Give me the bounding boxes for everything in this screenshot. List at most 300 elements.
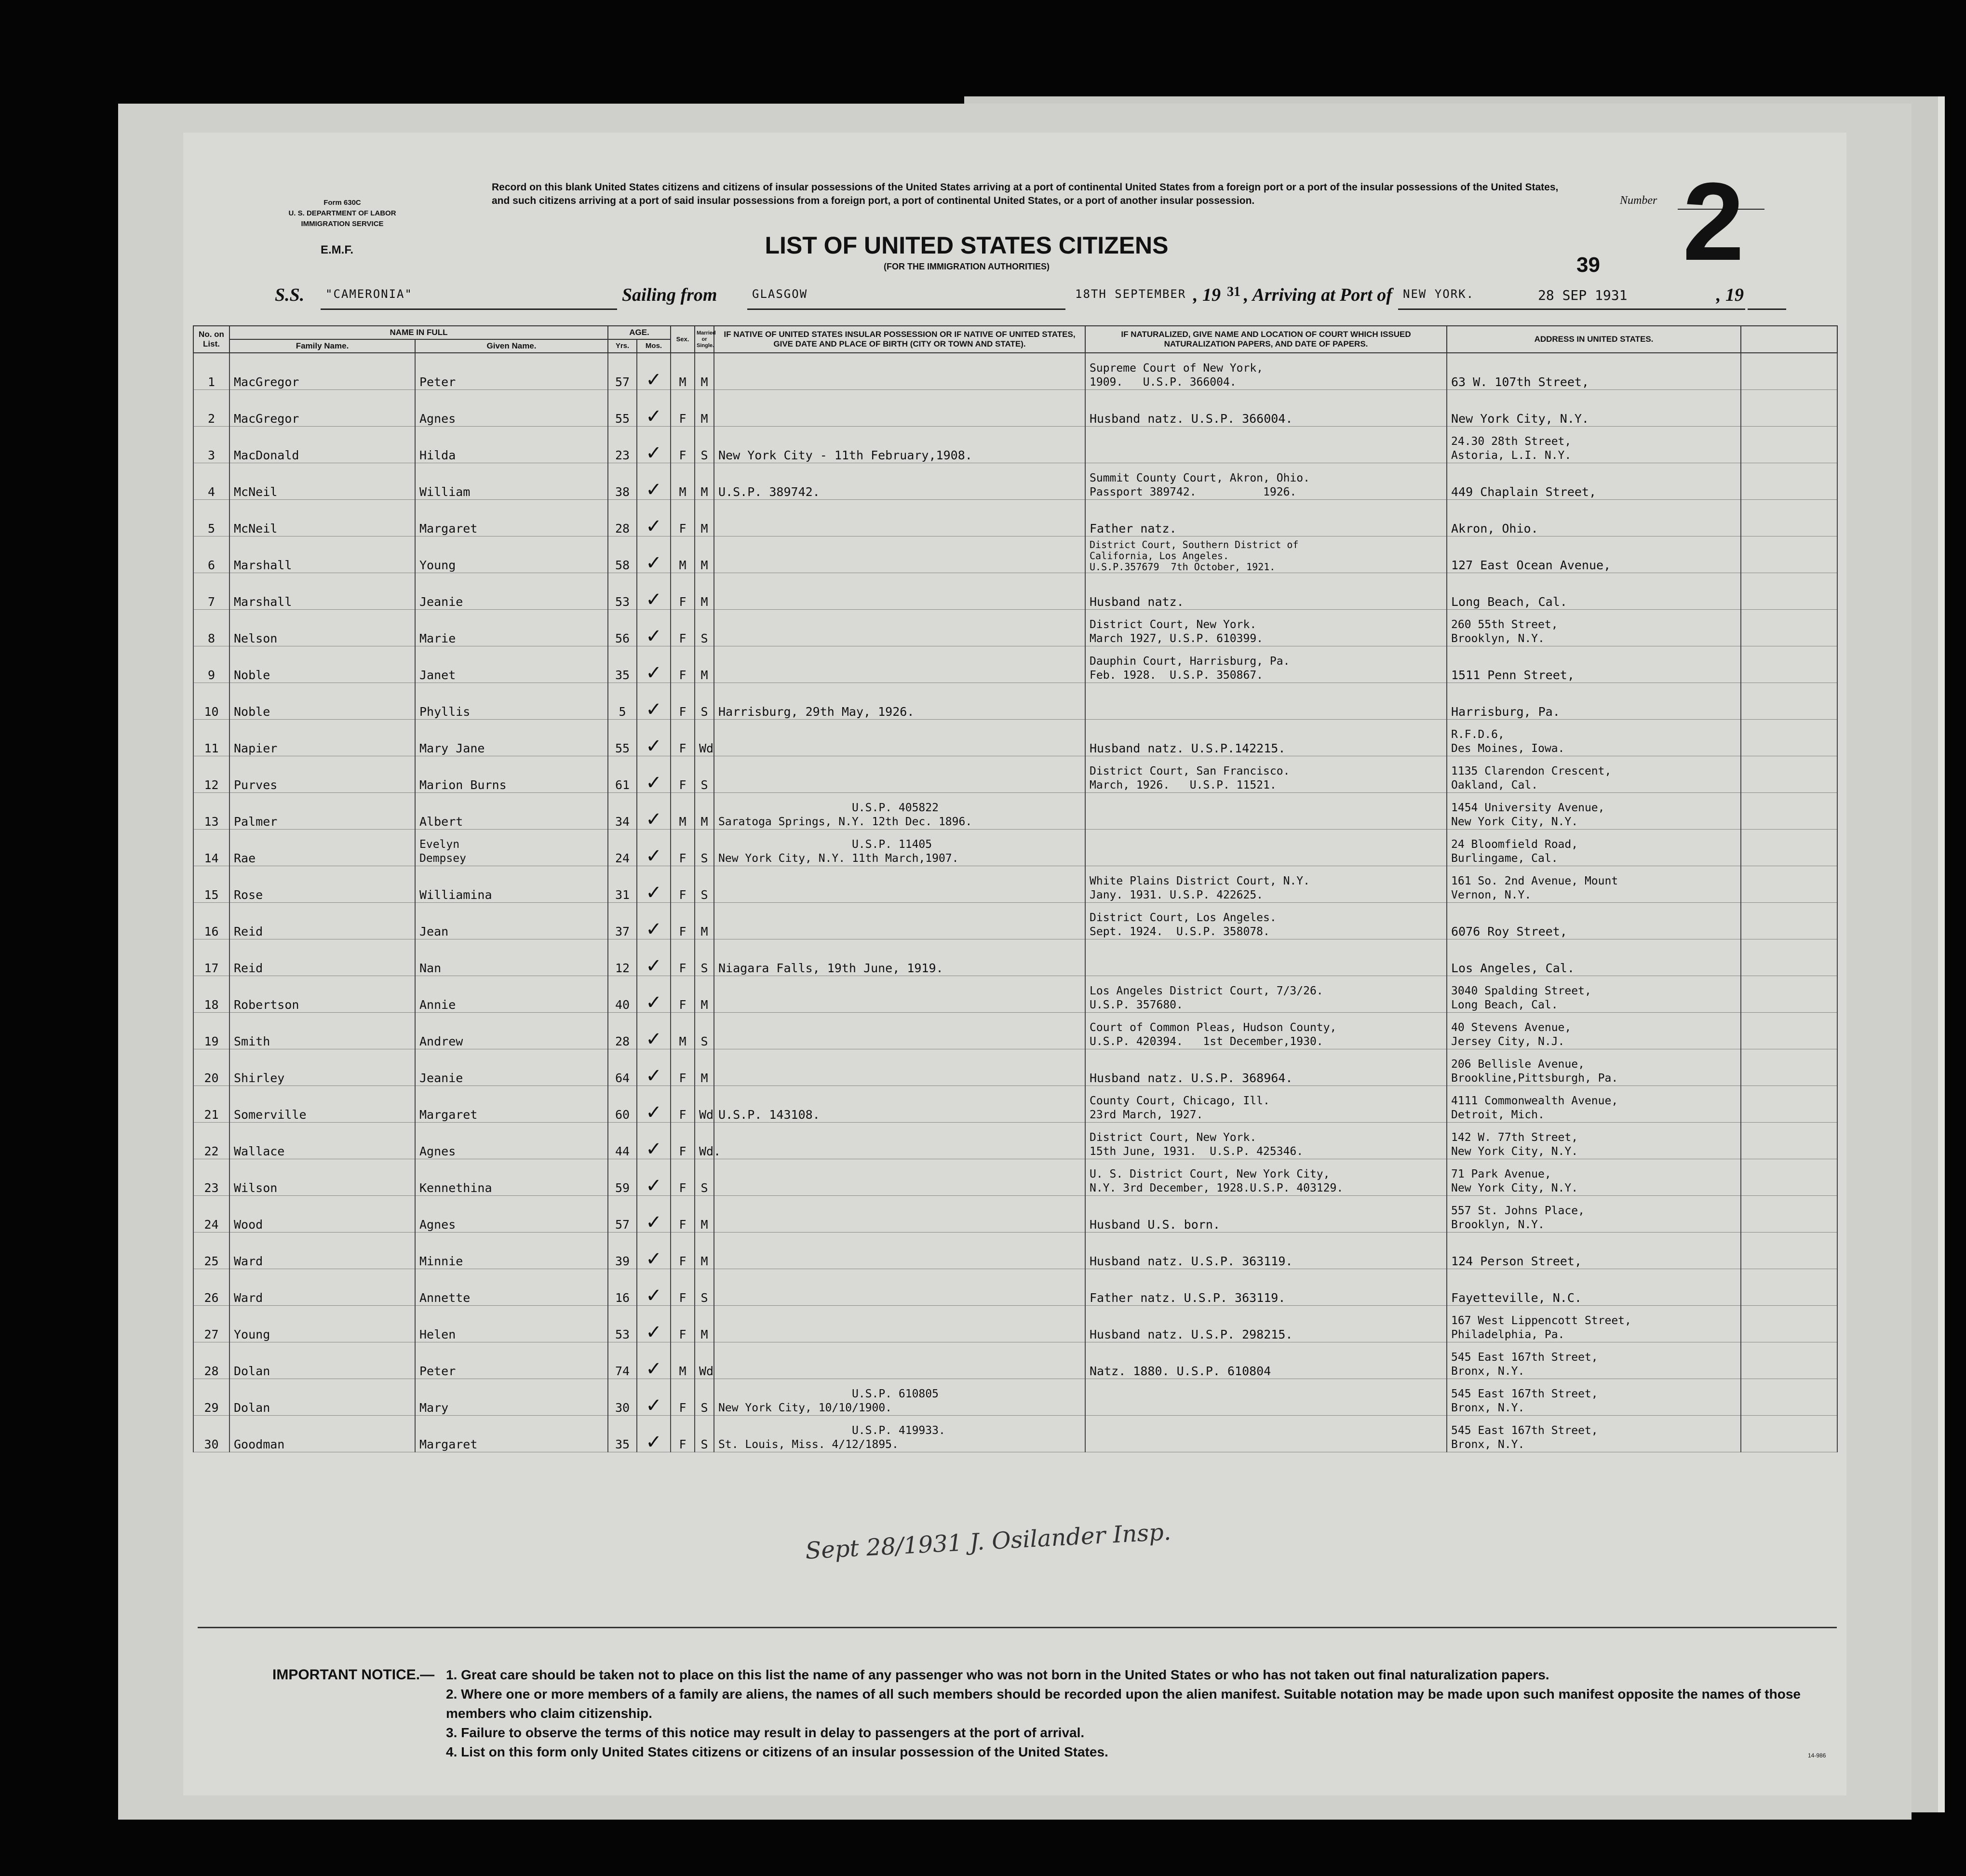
age-months-check — [637, 866, 671, 903]
age-months-check — [637, 610, 671, 646]
check-mark-icon: ✓ — [646, 698, 662, 721]
naturalization-details: Husband natz. U.S.P. 366004. — [1085, 390, 1447, 427]
naturalization-details: U. S. District Court, New York City, N.Y. 3rd December, 1928.U.S.P. 403129. — [1085, 1159, 1447, 1196]
row-number: 17 — [193, 939, 229, 976]
col-given-name: Given Name. — [415, 339, 608, 353]
us-address: 127 East Ocean Avenue, — [1447, 536, 1741, 573]
row-number: 20 — [193, 1049, 229, 1086]
birth-details — [714, 1196, 1085, 1233]
sex: F — [671, 1306, 695, 1342]
check-mark-icon: ✓ — [646, 1394, 662, 1417]
blank-cell — [1741, 903, 1837, 939]
passenger-rows — [193, 353, 1837, 1452]
us-address: 167 West Lippencott Street, Philadelphia, Pa. — [1447, 1306, 1741, 1342]
birth-details — [714, 1049, 1085, 1086]
marital-status: M — [695, 903, 714, 939]
col-birth: IF NATIVE OF UNITED STATES INSULAR POSSESSION OR IF NATIVE OF UNITED STATES, GIVE DATE AND PLACE OF BIRTH (CITY OR TOWN AND STATE). — [714, 326, 1085, 353]
check-mark-icon: ✓ — [646, 1321, 662, 1343]
given-name: Evelyn Dempsey — [415, 830, 608, 866]
table-row — [193, 610, 1837, 646]
table-row — [193, 1086, 1837, 1123]
given-name: Agnes — [415, 1123, 608, 1159]
table-row — [193, 646, 1837, 683]
given-name: Mary — [415, 1379, 608, 1416]
col-name-in-full: NAME IN FULL — [229, 326, 608, 339]
age-months-check — [637, 683, 671, 720]
col-married: Married or Single. — [695, 326, 714, 353]
age-months-check — [637, 1416, 671, 1452]
naturalization-details — [1085, 427, 1447, 463]
us-address: 1511 Penn Street, — [1447, 646, 1741, 683]
blank-cell — [1741, 1013, 1837, 1049]
age-years: 56 — [608, 610, 637, 646]
birth-details — [714, 353, 1085, 390]
age-years: 31 — [608, 866, 637, 903]
col-naturalized: IF NATURALIZED, GIVE NAME AND LOCATION OF COURT WHICH ISSUED NATURALIZATION PAPERS, AND DATE OF PAPERS. — [1085, 326, 1447, 353]
age-years: 53 — [608, 1306, 637, 1342]
given-name: Agnes — [415, 1196, 608, 1233]
list-number: 2 — [1683, 160, 1744, 283]
marital-status: M — [695, 353, 714, 390]
family-name: Wallace — [229, 1123, 415, 1159]
row-number: 23 — [193, 1159, 229, 1196]
form-number: Form 630C — [323, 199, 361, 207]
sex: F — [671, 1123, 695, 1159]
age-years: 28 — [608, 500, 637, 536]
family-name: Young — [229, 1306, 415, 1342]
age-months-check — [637, 1233, 671, 1269]
row-number: 12 — [193, 756, 229, 793]
birth-details: U.S.P. 11405 New York City, N.Y. 11th March,1907. — [714, 830, 1085, 866]
naturalization-details: Husband U.S. born. — [1085, 1196, 1447, 1233]
naturalization-details: Father natz. — [1085, 500, 1447, 536]
table-row — [193, 1049, 1837, 1086]
us-address: 24 Bloomfield Road, Burlingame, Cal. — [1447, 830, 1741, 866]
col-no: No. on List. — [193, 326, 229, 353]
birth-details — [714, 976, 1085, 1013]
age-months-check — [637, 573, 671, 610]
check-mark-icon: ✓ — [646, 369, 662, 391]
family-name: Dolan — [229, 1379, 415, 1416]
bottom-rule — [198, 1627, 1837, 1628]
age-months-check — [637, 353, 671, 390]
year-suffix: 31 — [1227, 284, 1240, 299]
form-subtitle: (FOR THE IMMIGRATION AUTHORITIES) — [884, 262, 1050, 271]
age-years: 57 — [608, 353, 637, 390]
check-mark-icon: ✓ — [646, 1028, 662, 1050]
blank-cell — [1741, 536, 1837, 573]
age-months-check — [637, 976, 671, 1013]
sex: F — [671, 1233, 695, 1269]
marital-status: M — [695, 1049, 714, 1086]
blank-cell — [1741, 1342, 1837, 1379]
check-mark-icon: ✓ — [646, 1138, 662, 1160]
row-number: 9 — [193, 646, 229, 683]
check-mark-icon: ✓ — [646, 992, 662, 1014]
birth-details — [714, 1159, 1085, 1196]
given-name: Williamina — [415, 866, 608, 903]
sex: F — [671, 1416, 695, 1452]
table-row — [193, 720, 1837, 756]
marital-status: M — [695, 793, 714, 830]
given-name: Young — [415, 536, 608, 573]
age-years: 59 — [608, 1159, 637, 1196]
sex: M — [671, 1013, 695, 1049]
given-name: Marion Burns — [415, 756, 608, 793]
marital-status: M — [695, 1306, 714, 1342]
given-name: Phyllis — [415, 683, 608, 720]
sailing-port-line — [747, 308, 1065, 310]
table-row — [193, 1013, 1837, 1049]
table-row — [193, 353, 1837, 390]
table-row — [193, 793, 1837, 830]
family-name: Shirley — [229, 1049, 415, 1086]
table-row — [193, 756, 1837, 793]
given-name: Mary Jane — [415, 720, 608, 756]
us-address: 4111 Commonwealth Avenue, Detroit, Mich. — [1447, 1086, 1741, 1123]
blank-cell — [1741, 1306, 1837, 1342]
age-years: 64 — [608, 1049, 637, 1086]
us-address: 40 Stevens Avenue, Jersey City, N.J. — [1447, 1013, 1741, 1049]
age-years: 30 — [608, 1379, 637, 1416]
check-mark-icon: ✓ — [646, 552, 662, 574]
age-months-check — [637, 1379, 671, 1416]
given-name: Helen — [415, 1306, 608, 1342]
family-name: Napier — [229, 720, 415, 756]
col-age: AGE. — [608, 326, 671, 339]
age-months-check — [637, 1049, 671, 1086]
col-months: Mos. — [637, 339, 671, 353]
us-address: Long Beach, Cal. — [1447, 573, 1741, 610]
age-years: 34 — [608, 793, 637, 830]
naturalization-details — [1085, 1379, 1447, 1416]
age-months-check — [637, 1269, 671, 1306]
sailing-date: 18TH SEPTEMBER — [1075, 287, 1186, 301]
row-number: 10 — [193, 683, 229, 720]
ship-name: "CAMERONIA" — [325, 287, 413, 301]
blank-cell — [1741, 1416, 1837, 1452]
family-name: Rose — [229, 866, 415, 903]
given-name: Hilda — [415, 427, 608, 463]
marital-status: S — [695, 1416, 714, 1452]
row-number: 14 — [193, 830, 229, 866]
table-row — [193, 390, 1837, 427]
marital-status: S — [695, 939, 714, 976]
birth-details: New York City - 11th February,1908. — [714, 427, 1085, 463]
blank-cell — [1741, 1159, 1837, 1196]
family-name: Noble — [229, 646, 415, 683]
age-years: 16 — [608, 1269, 637, 1306]
office-mark: E.M.F. — [321, 243, 354, 256]
age-years: 58 — [608, 536, 637, 573]
sex: F — [671, 1086, 695, 1123]
birth-details: U.S.P. 143108. — [714, 1086, 1085, 1123]
header-row — [193, 326, 1837, 339]
age-months-check — [637, 500, 671, 536]
given-name: Andrew — [415, 1013, 608, 1049]
age-months-check — [637, 903, 671, 939]
marital-status: S — [695, 427, 714, 463]
birth-details — [714, 1269, 1085, 1306]
marital-status: Wd — [695, 1086, 714, 1123]
given-name: Margaret — [415, 500, 608, 536]
birth-details — [714, 500, 1085, 536]
marital-status: M — [695, 463, 714, 500]
notice-label: IMPORTANT NOTICE.— — [272, 1667, 435, 1683]
birth-details — [714, 756, 1085, 793]
check-mark-icon: ✓ — [646, 1285, 662, 1307]
family-name: Noble — [229, 683, 415, 720]
age-years: 23 — [608, 427, 637, 463]
naturalization-details: Husband natz. U.S.P. 363119. — [1085, 1233, 1447, 1269]
naturalization-details: Husband natz. U.S.P. 368964. — [1085, 1049, 1447, 1086]
age-years: 24 — [608, 830, 637, 866]
birth-details — [714, 573, 1085, 610]
birth-details: U.S.P. 419933. St. Louis, Miss. 4/12/1895. — [714, 1416, 1085, 1452]
form-identifier — [260, 198, 424, 229]
table-row — [193, 536, 1837, 573]
check-mark-icon: ✓ — [646, 1101, 662, 1124]
check-mark-icon: ✓ — [646, 772, 662, 794]
sex: F — [671, 390, 695, 427]
family-name: Smith — [229, 1013, 415, 1049]
sex: F — [671, 646, 695, 683]
blank-cell — [1741, 720, 1837, 756]
naturalization-details: White Plains District Court, N.Y. Jany. 1931. U.S.P. 422625. — [1085, 866, 1447, 903]
birth-details: U.S.P. 610805 New York City, 10/10/1900. — [714, 1379, 1085, 1416]
family-name: Wilson — [229, 1159, 415, 1196]
trailing-year: , 19 — [1716, 285, 1744, 305]
age-years: 44 — [608, 1123, 637, 1159]
marital-status: S — [695, 1379, 714, 1416]
us-address: 161 So. 2nd Avenue, Mount Vernon, N.Y. — [1447, 866, 1741, 903]
age-years: 74 — [608, 1342, 637, 1379]
check-mark-icon: ✓ — [646, 1211, 662, 1233]
sex: F — [671, 1269, 695, 1306]
us-address: 1454 University Avenue, New York City, N.Y. — [1447, 793, 1741, 830]
marital-status: M — [695, 536, 714, 573]
naturalization-details — [1085, 830, 1447, 866]
age-years: 35 — [608, 1416, 637, 1452]
age-months-check — [637, 1013, 671, 1049]
arrival-port: NEW YORK. — [1403, 287, 1475, 301]
sex: M — [671, 353, 695, 390]
naturalization-details: Natz. 1880. U.S.P. 610804 — [1085, 1342, 1447, 1379]
given-name: Agnes — [415, 390, 608, 427]
naturalization-details: Dauphin Court, Harrisburg, Pa. Feb. 1928. U.S.P. 350867. — [1085, 646, 1447, 683]
blank-cell — [1741, 500, 1837, 536]
check-mark-icon: ✓ — [646, 918, 662, 940]
age-years: 5 — [608, 683, 637, 720]
us-address: R.F.D.6, Des Moines, Iowa. — [1447, 720, 1741, 756]
sex: M — [671, 1342, 695, 1379]
row-number: 5 — [193, 500, 229, 536]
age-years: 35 — [608, 646, 637, 683]
age-months-check — [637, 939, 671, 976]
family-name: Reid — [229, 903, 415, 939]
blank-cell — [1741, 1123, 1837, 1159]
birth-details — [714, 1013, 1085, 1049]
col-blank — [1741, 326, 1837, 353]
family-name: Wood — [229, 1196, 415, 1233]
year-prefix: , 19 — [1193, 285, 1221, 305]
check-mark-icon: ✓ — [646, 735, 662, 757]
marital-status: Wd. — [695, 1123, 714, 1159]
given-name: Margaret — [415, 1416, 608, 1452]
row-number: 11 — [193, 720, 229, 756]
given-name: Kennethina — [415, 1159, 608, 1196]
age-months-check — [637, 1196, 671, 1233]
row-number: 27 — [193, 1306, 229, 1342]
marital-status: Wd — [695, 720, 714, 756]
table-row — [193, 1196, 1837, 1233]
table-row — [193, 1306, 1837, 1342]
blank-cell — [1741, 1196, 1837, 1233]
blank-cell — [1741, 793, 1837, 830]
record-instructions: Record on this blank United States citizens and citizens of insular possessions of the United States arriving at a port of continental United States from a foreign port or a port of the insular possessions of the United States, and such citizens arriving at a port of said insular possessions from a foreign port, a port of continental United States, or a port of another insular possession. — [492, 182, 1559, 206]
age-years: 12 — [608, 939, 637, 976]
age-months-check — [637, 1123, 671, 1159]
table-row — [193, 1416, 1837, 1452]
us-address: 449 Chaplain Street, — [1447, 463, 1741, 500]
birth-details: U.S.P. 405822 Saratoga Springs, N.Y. 12th Dec. 1896. — [714, 793, 1085, 830]
sex: F — [671, 1379, 695, 1416]
sex: F — [671, 500, 695, 536]
inspector-signature: Sept 28/1931 J. Osilander Insp. — [805, 1518, 1172, 1565]
row-number: 8 — [193, 610, 229, 646]
family-name: Rae — [229, 830, 415, 866]
sailing-label: Sailing from — [622, 285, 717, 305]
check-mark-icon: ✓ — [646, 589, 662, 611]
important-notice — [272, 1665, 1815, 1762]
row-number: 29 — [193, 1379, 229, 1416]
naturalization-details: District Court, New York. March 1927, U.S.P. 610399. — [1085, 610, 1447, 646]
given-name: Marie — [415, 610, 608, 646]
blank-cell — [1741, 1269, 1837, 1306]
sex: F — [671, 830, 695, 866]
family-name: Somerville — [229, 1086, 415, 1123]
marital-status: S — [695, 866, 714, 903]
naturalization-details: Husband natz. — [1085, 573, 1447, 610]
marital-status: M — [695, 1196, 714, 1233]
birth-details — [714, 1306, 1085, 1342]
us-address: 71 Park Avenue, New York City, N.Y. — [1447, 1159, 1741, 1196]
sex: F — [671, 976, 695, 1013]
sex: M — [671, 793, 695, 830]
row-number: 28 — [193, 1342, 229, 1379]
ss-label: S.S. — [275, 285, 305, 305]
us-address: 3040 Spalding Street, Long Beach, Cal. — [1447, 976, 1741, 1013]
table-row — [193, 1159, 1837, 1196]
row-number: 26 — [193, 1269, 229, 1306]
row-number: 22 — [193, 1123, 229, 1159]
arrival-date-stamp: 28 SEP 1931 — [1538, 287, 1628, 303]
birth-details — [714, 903, 1085, 939]
citizens-list-form — [183, 133, 1846, 1796]
service-name: IMMIGRATION SERVICE — [301, 220, 384, 228]
family-name: MacGregor — [229, 390, 415, 427]
stamp-number: 39 — [1576, 253, 1600, 277]
birth-details — [714, 866, 1085, 903]
given-name: William — [415, 463, 608, 500]
blank-cell — [1741, 646, 1837, 683]
birth-details: U.S.P. 389742. — [714, 463, 1085, 500]
table-row — [193, 939, 1837, 976]
age-months-check — [637, 1086, 671, 1123]
table-row — [193, 976, 1837, 1013]
family-name: Ward — [229, 1233, 415, 1269]
table-row — [193, 866, 1837, 903]
us-address: Akron, Ohio. — [1447, 500, 1741, 536]
age-months-check — [637, 793, 671, 830]
ship-name-line — [321, 308, 617, 310]
naturalization-details: Husband natz. U.S.P.142215. — [1085, 720, 1447, 756]
naturalization-details: Husband natz. U.S.P. 298215. — [1085, 1306, 1447, 1342]
blank-cell — [1741, 939, 1837, 976]
row-number: 21 — [193, 1086, 229, 1123]
us-address: 124 Person Street, — [1447, 1233, 1741, 1269]
family-name: Palmer — [229, 793, 415, 830]
us-address: Harrisburg, Pa. — [1447, 683, 1741, 720]
family-name: Robertson — [229, 976, 415, 1013]
blank-cell — [1741, 1049, 1837, 1086]
age-years: 60 — [608, 1086, 637, 1123]
form-title: LIST OF UNITED STATES CITIZENS — [765, 232, 1169, 259]
table-row — [193, 903, 1837, 939]
row-number: 6 — [193, 536, 229, 573]
row-number: 25 — [193, 1233, 229, 1269]
sex: F — [671, 756, 695, 793]
notice-list — [446, 1665, 1834, 1762]
check-mark-icon: ✓ — [646, 955, 662, 977]
age-years: 53 — [608, 573, 637, 610]
check-mark-icon: ✓ — [646, 1358, 662, 1380]
naturalization-details: District Court, Southern District of California, Los Angeles. U.S.P.357679 7th October, 1921. — [1085, 536, 1447, 573]
marital-status: S — [695, 683, 714, 720]
given-name: Jeanie — [415, 573, 608, 610]
table-row — [193, 683, 1837, 720]
notice-item: 1. Great care should be taken not to place on this list the name of any passenger who was not born in the United States or who has not taken out final naturalization papers. — [446, 1667, 1549, 1682]
marital-status: S — [695, 1269, 714, 1306]
department-name: U. S. DEPARTMENT OF LABOR — [288, 209, 396, 217]
age-years: 55 — [608, 390, 637, 427]
table-row — [193, 463, 1837, 500]
age-years: 37 — [608, 903, 637, 939]
col-family-name: Family Name. — [229, 339, 415, 353]
table-row — [193, 1123, 1837, 1159]
sex: F — [671, 1049, 695, 1086]
age-months-check — [637, 1159, 671, 1196]
sex: F — [671, 610, 695, 646]
naturalization-details: District Court, New York. 15th June, 1931. U.S.P. 425346. — [1085, 1123, 1447, 1159]
marital-status: M — [695, 1233, 714, 1269]
sex: M — [671, 536, 695, 573]
family-name: MacDonald — [229, 427, 415, 463]
marital-status: M — [695, 500, 714, 536]
col-address: ADDRESS IN UNITED STATES. — [1447, 326, 1741, 353]
blank-cell — [1741, 610, 1837, 646]
age-years: 57 — [608, 1196, 637, 1233]
us-address: 24.30 28th Street, Astoria, L.I. N.Y. — [1447, 427, 1741, 463]
col-sex: Sex. — [671, 326, 695, 353]
table-row — [193, 830, 1837, 866]
us-address: 545 East 167th Street, Bronx, N.Y. — [1447, 1379, 1741, 1416]
us-address: 557 St. Johns Place, Brooklyn, N.Y. — [1447, 1196, 1741, 1233]
row-number: 16 — [193, 903, 229, 939]
given-name: Janet — [415, 646, 608, 683]
passenger-table — [193, 325, 1838, 1452]
col-years: Yrs. — [608, 339, 637, 353]
